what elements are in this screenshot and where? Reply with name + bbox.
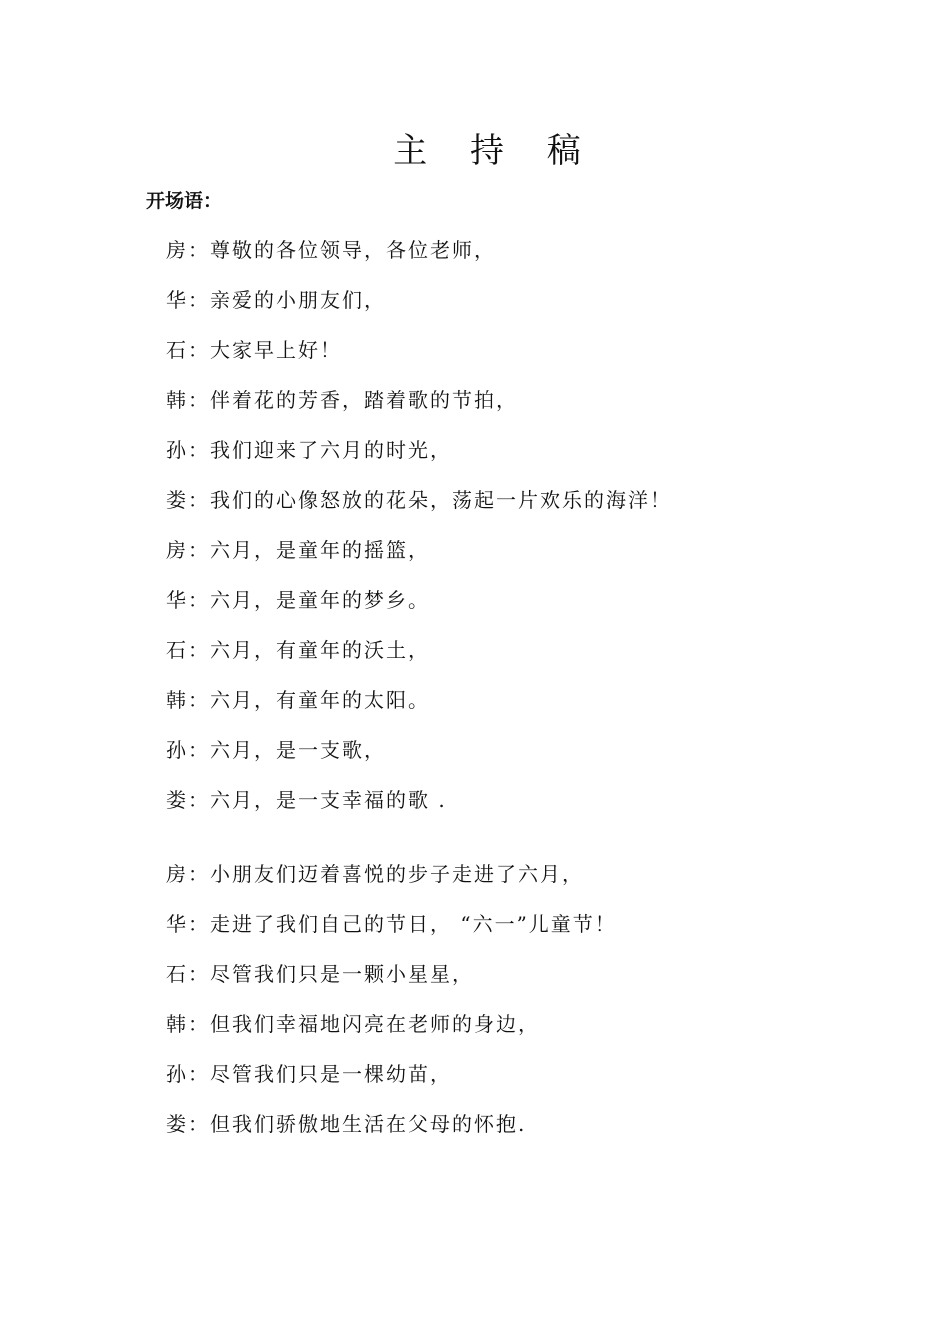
script-line <box>166 736 866 786</box>
speaker-colon: ： <box>188 688 210 712</box>
script-line <box>166 486 866 536</box>
line-text: 六月，是童年的梦乡。 <box>210 588 430 612</box>
script-line <box>166 536 866 586</box>
speaker-name: 孙 <box>166 738 188 762</box>
speaker-name: 房 <box>166 238 188 262</box>
script-line <box>166 910 866 960</box>
line-text: 六月，是童年的摇篮， <box>210 538 430 562</box>
line-text: 六月，是一支幸福的歌 . <box>210 788 447 812</box>
script-line <box>166 586 866 636</box>
script-line <box>166 636 866 686</box>
speaker-colon: ： <box>188 538 210 562</box>
line-text: 我们迎来了六月的时光， <box>210 438 452 462</box>
speaker-name: 石 <box>166 638 188 662</box>
script-line <box>166 1060 866 1110</box>
script-line <box>166 1110 866 1160</box>
script-line <box>166 686 866 736</box>
speaker-name: 韩 <box>166 388 188 412</box>
line-text: 大家早上好！ <box>210 338 342 362</box>
script-line <box>166 860 866 910</box>
line-text: 我们的心像怒放的花朵，荡起一片欢乐的海洋！ <box>210 488 672 512</box>
speaker-colon: ： <box>188 488 210 512</box>
speaker-name: 娄 <box>166 488 188 512</box>
line-text: 六月，是一支歌， <box>210 738 386 762</box>
line-text: 尊敬的各位领导，各位老师， <box>210 238 496 262</box>
speaker-name: 石 <box>166 338 188 362</box>
speaker-colon: ： <box>188 238 210 262</box>
script-line <box>166 436 866 486</box>
line-text: 尽管我们只是一颗小星星， <box>210 962 474 986</box>
line-text: 亲爱的小朋友们， <box>210 288 386 312</box>
speaker-name: 韩 <box>166 688 188 712</box>
speaker-name: 华 <box>166 288 188 312</box>
line-text: 六月，有童年的太阳。 <box>210 688 430 712</box>
script-lines <box>166 236 866 1160</box>
section-heading: 开场语： <box>146 190 223 212</box>
line-text: 小朋友们迈着喜悦的步子走进了六月， <box>210 862 584 886</box>
speaker-name: 孙 <box>166 1062 188 1086</box>
speaker-colon: ： <box>188 588 210 612</box>
speaker-name: 韩 <box>166 1012 188 1036</box>
speaker-name: 石 <box>166 962 188 986</box>
speaker-colon: ： <box>188 438 210 462</box>
document-title: 主 持 稿 <box>393 131 597 171</box>
script-line <box>166 236 866 286</box>
script-line <box>166 336 866 386</box>
speaker-colon: ： <box>188 388 210 412</box>
speaker-name: 娄 <box>166 1112 188 1136</box>
speaker-name: 孙 <box>166 438 188 462</box>
speaker-colon: ： <box>188 862 210 886</box>
speaker-colon: ： <box>188 788 210 812</box>
line-text: 尽管我们只是一棵幼苗， <box>210 1062 452 1086</box>
script-line <box>166 786 866 836</box>
speaker-colon: ： <box>188 1112 210 1136</box>
speaker-colon: ： <box>188 288 210 312</box>
speaker-colon: ： <box>188 338 210 362</box>
speaker-colon: ： <box>188 962 210 986</box>
speaker-colon: ： <box>188 1062 210 1086</box>
speaker-colon: ： <box>188 1012 210 1036</box>
line-text: 六月，有童年的沃土， <box>210 638 430 662</box>
speaker-name: 娄 <box>166 788 188 812</box>
script-line <box>166 386 866 436</box>
line-text: 但我们幸福地闪亮在老师的身边， <box>210 1012 540 1036</box>
line-text: 但我们骄傲地生活在父母的怀抱. <box>210 1112 527 1136</box>
speaker-colon: ： <box>188 638 210 662</box>
script-line <box>166 286 866 336</box>
speaker-colon: ： <box>188 912 210 936</box>
speaker-colon: ： <box>188 738 210 762</box>
speaker-name: 华 <box>166 588 188 612</box>
script-line <box>166 1010 866 1060</box>
speaker-name: 房 <box>166 538 188 562</box>
speaker-name: 房 <box>166 862 188 886</box>
line-text: 走进了我们自己的节日， “六一”儿童节！ <box>210 912 617 936</box>
script-line <box>166 960 866 1010</box>
line-text: 伴着花的芳香，踏着歌的节拍， <box>210 388 518 412</box>
speaker-name: 华 <box>166 912 188 936</box>
